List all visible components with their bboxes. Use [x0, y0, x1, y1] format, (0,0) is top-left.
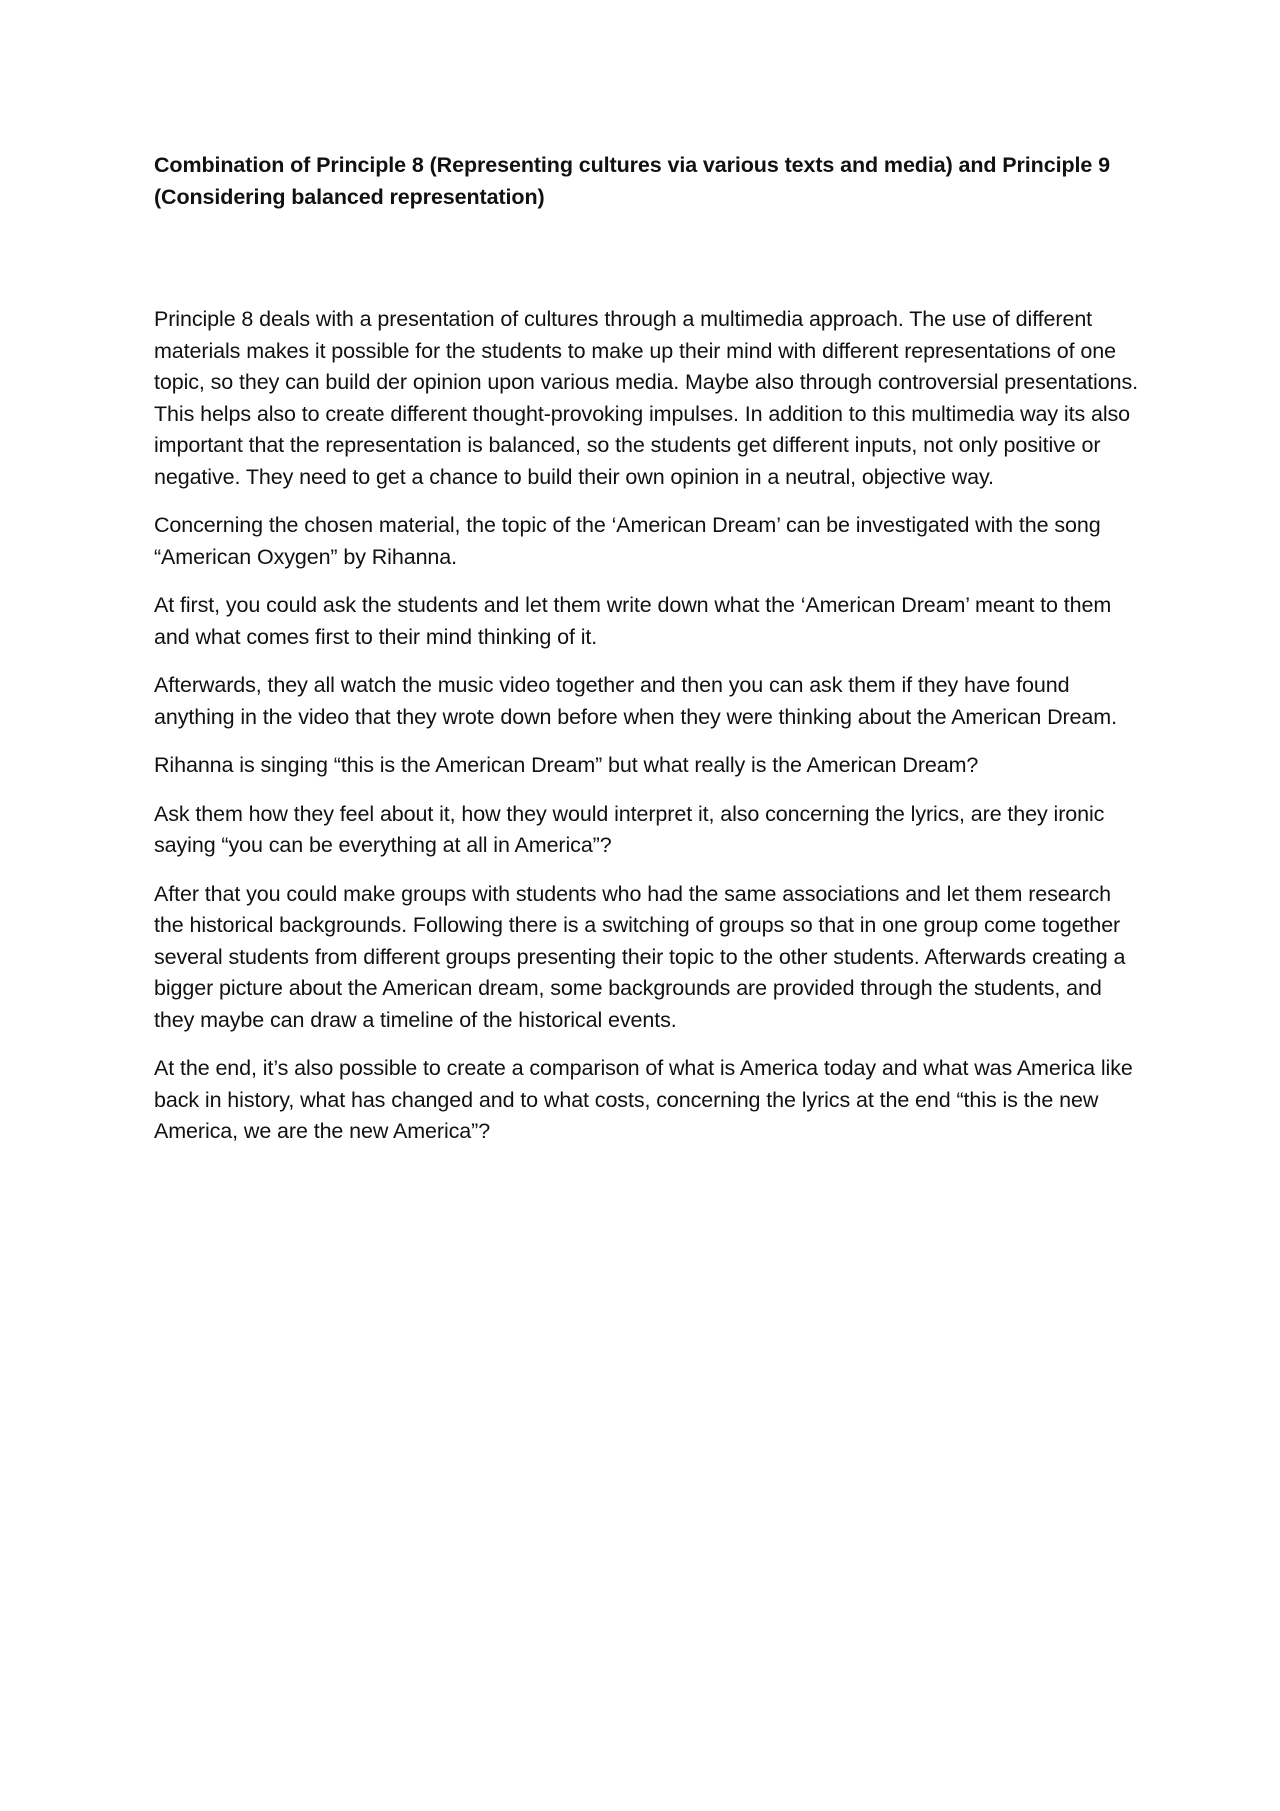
paragraph-ask-feelings: Ask them how they feel about it, how they would interpret it, also concerning the lyrics, are they ironic saying “you can be everything at all in America”?	[154, 801, 1105, 857]
paragraph-principle-intro: Principle 8 deals with a presentation of cultures through a multimedia approach. The use of different materials makes it possible for the students to make up their mind with different representations of one topic, so they can build der opinion upon various media. Maybe also through controversial presentations. This helps also to create different thought-provoking impulses. In addition to this multimedia way its also important that the representation is balanced, so the students get different inputs, not only positive or negative. They need to get a chance to build their own opinion in a neutral, objective way.	[154, 307, 1138, 489]
paragraph-chosen-material: Concerning the chosen material, the topic of the ‘American Dream’ can be investigated with the song “American Oxygen” by Rihanna.	[154, 513, 1101, 569]
paragraph-rihanna-question: Rihanna is singing “this is the American Dream” but what really is the American Dream?	[154, 753, 979, 777]
paragraph-first-step: At first, you could ask the students and let them write down what the ‘American Dream’ meant to them and what comes first to their mind thinking of it.	[154, 593, 1112, 649]
paragraph-group-work: After that you could make groups with students who had the same associations and let them research the historical backgrounds. Following there is a switching of groups so that in one group come together several students from different groups presenting their topic to the other students. Afterwards creating a bigger picture about the American dream, some backgrounds are provided through the students, and they maybe can draw a timeline of the historical events.	[154, 881, 1126, 1032]
document-body	[154, 304, 1140, 1148]
paragraph-watch-video: Afterwards, they all watch the music video together and then you can ask them if they have found anything in the video that they wrote down before when they were thinking about the American Dream.	[154, 673, 1117, 729]
document-content	[154, 150, 1140, 1165]
document-title: Combination of Principle 8 (Representing cultures via various texts and media) and Principle 9 (Considering balanced representation)	[154, 153, 1110, 209]
paragraph-comparison: At the end, it’s also possible to create a comparison of what is America today and what was America like back in history, what has changed and to what costs, concerning the lyrics at the end “this is the new America, we are the new America”?	[154, 1056, 1133, 1143]
